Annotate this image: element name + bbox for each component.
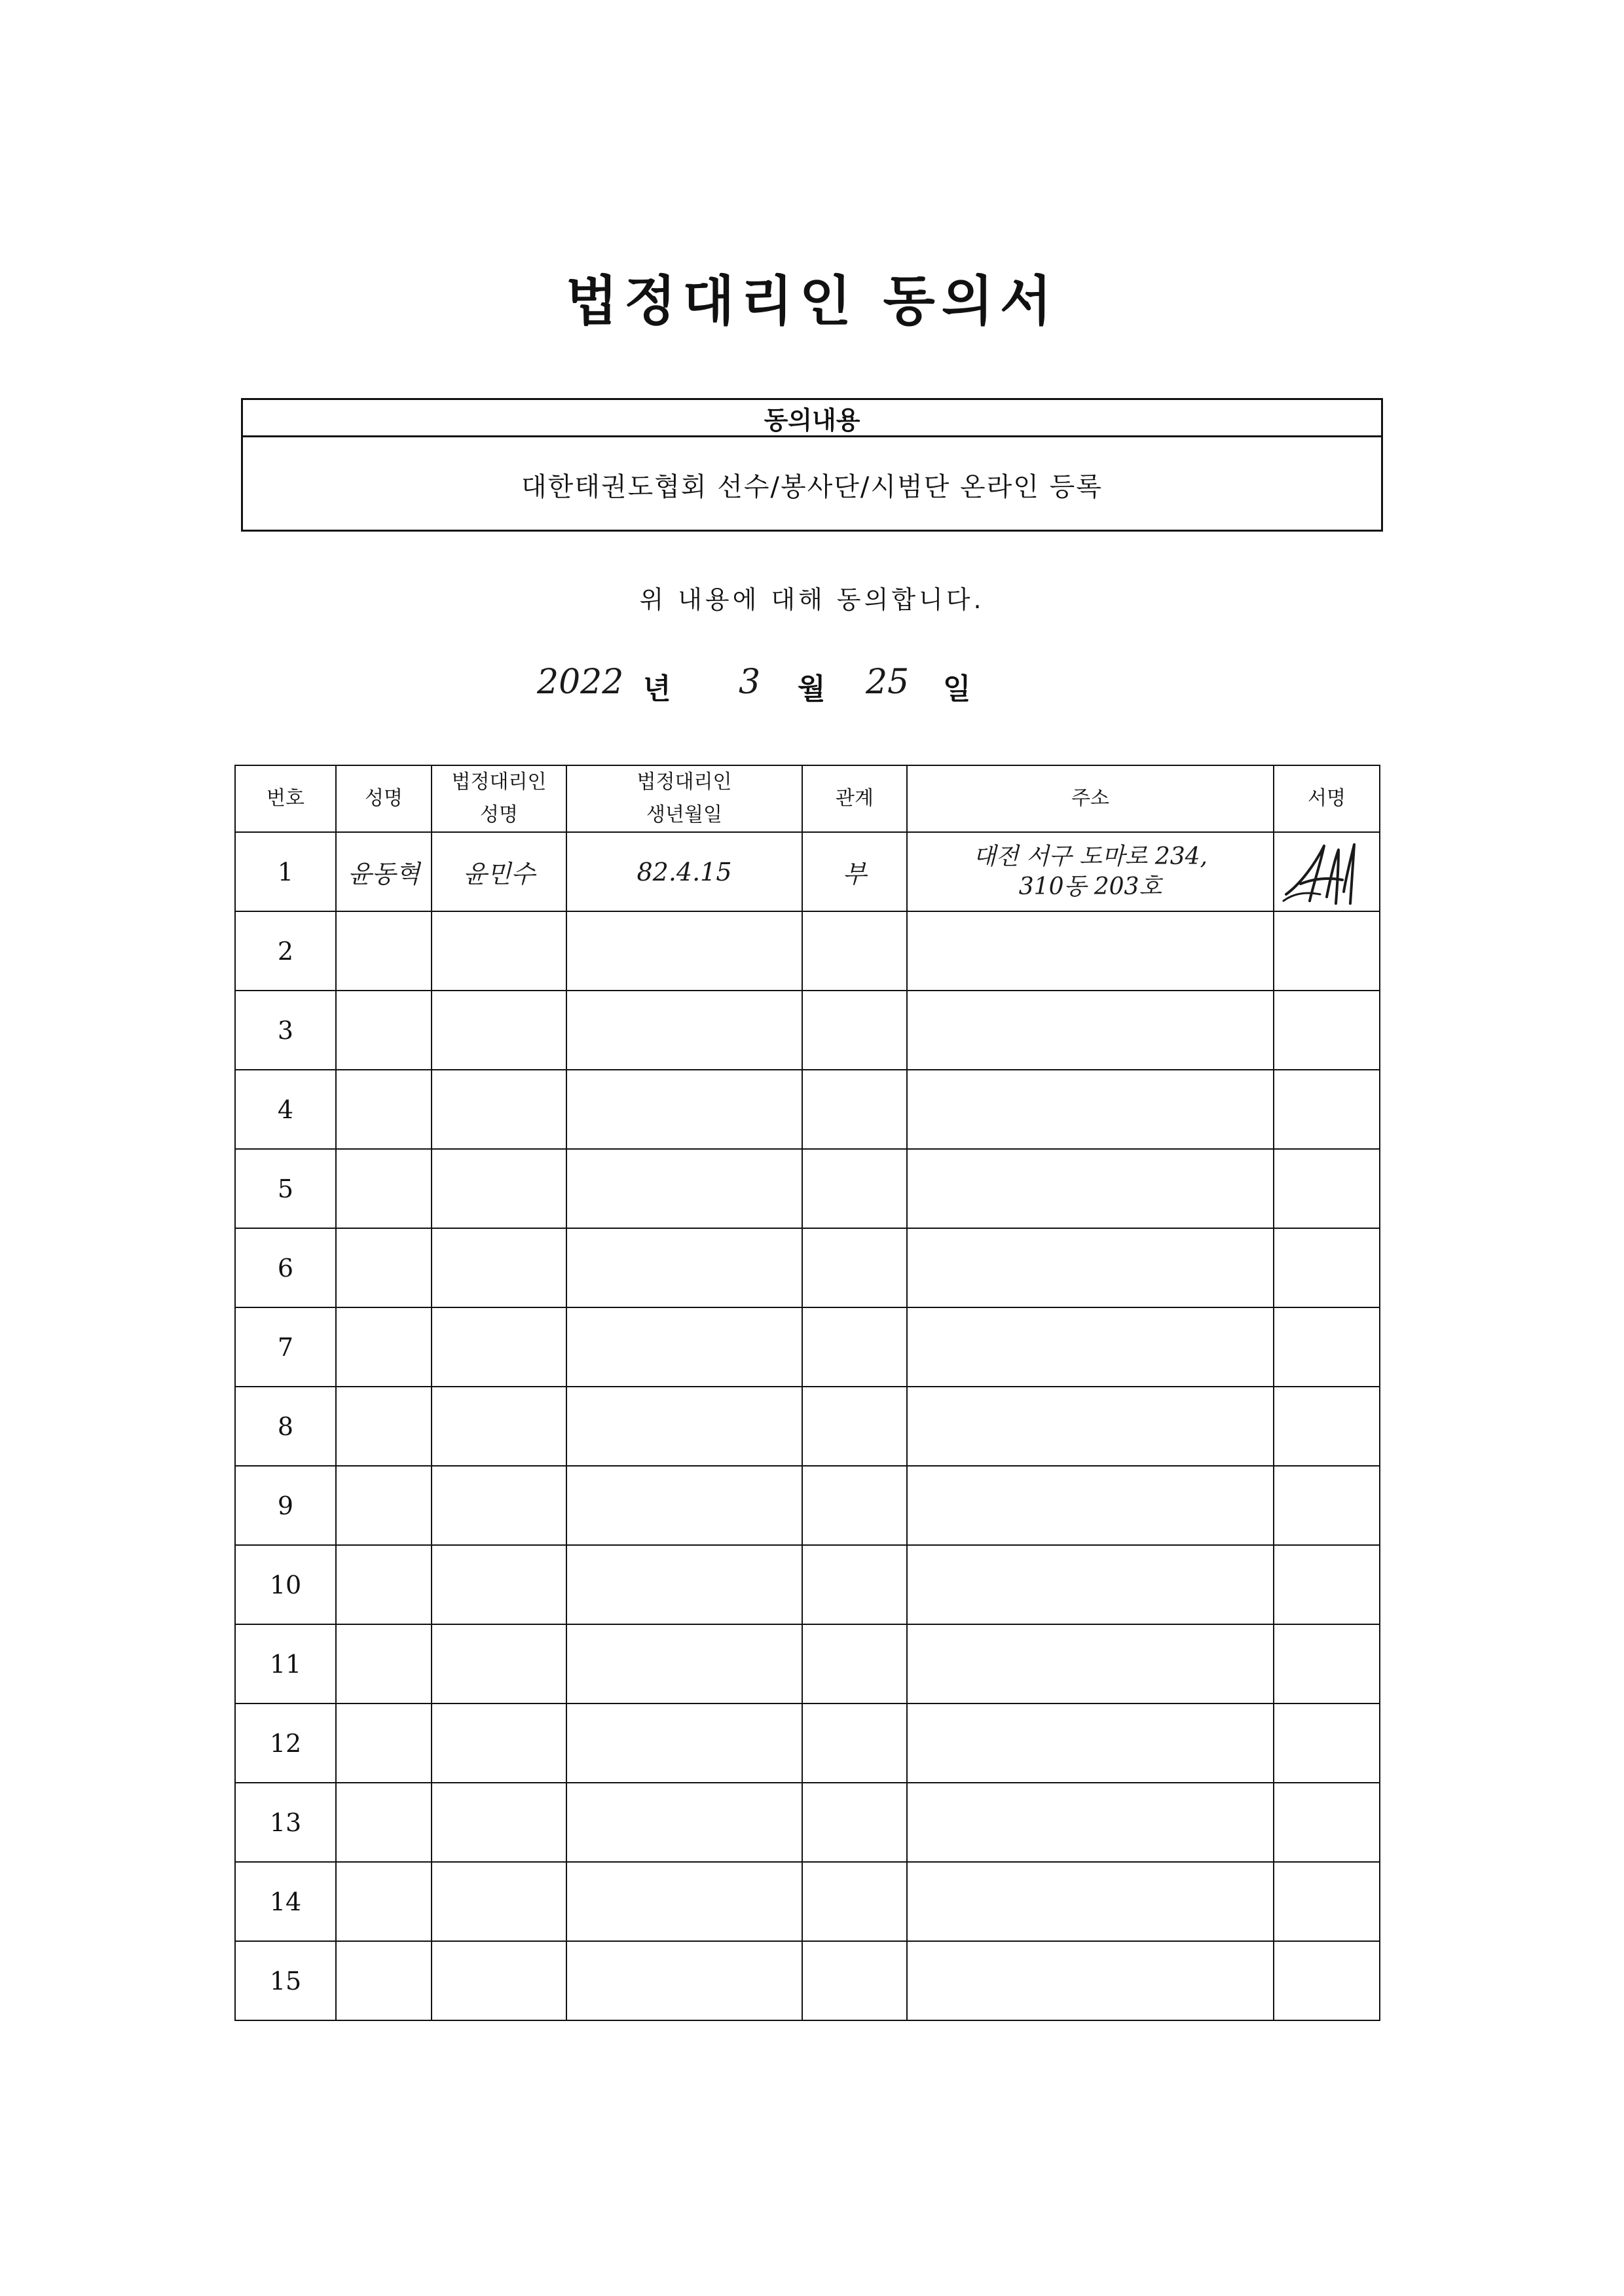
student-name-field[interactable] xyxy=(336,991,432,1070)
guardian-dob-field[interactable] xyxy=(566,1783,802,1862)
signature-field[interactable] xyxy=(1274,1466,1380,1545)
guardian-name-field[interactable] xyxy=(432,1228,566,1307)
table-row xyxy=(235,1466,1380,1545)
table-row xyxy=(235,832,1380,911)
guardian-name-field[interactable] xyxy=(432,911,566,991)
header-address: 주소 xyxy=(907,765,1274,832)
table-row xyxy=(235,1783,1380,1862)
student-name-field[interactable] xyxy=(336,1228,432,1307)
header-guardian-name-line2: 성명 xyxy=(480,803,518,826)
table-row xyxy=(235,1228,1380,1307)
relation-field[interactable] xyxy=(802,1307,907,1387)
row-number: 4 xyxy=(235,1070,336,1149)
address-field[interactable] xyxy=(907,1070,1274,1149)
guardian-name-field[interactable] xyxy=(432,1624,566,1704)
relation-field[interactable] xyxy=(802,1228,907,1307)
table-row xyxy=(235,991,1380,1070)
consent-body: 대한태권도협회 선수/봉사단/시범단 온라인 등록 xyxy=(521,471,1103,502)
address-field[interactable] xyxy=(907,1704,1274,1783)
guardian-dob-field[interactable] xyxy=(566,1307,802,1387)
row-number: 7 xyxy=(235,1307,336,1387)
row-number: 6 xyxy=(235,1228,336,1307)
guardian-dob-field[interactable] xyxy=(566,1070,802,1149)
address-field[interactable] xyxy=(907,1941,1274,2020)
relation-field[interactable] xyxy=(802,1624,907,1704)
student-name-field[interactable] xyxy=(336,1149,432,1228)
address-field[interactable] xyxy=(907,1149,1274,1228)
relation-field[interactable] xyxy=(802,1070,907,1149)
header-guardian-dob xyxy=(566,765,802,832)
guardian-dob-field[interactable] xyxy=(566,1545,802,1624)
date-month-unit: 월 xyxy=(798,672,826,706)
student-name-field[interactable] xyxy=(336,1862,432,1941)
signature-field[interactable] xyxy=(1274,1941,1380,2020)
guardian-name-field[interactable] xyxy=(432,1941,566,2020)
guardian-name-field[interactable] xyxy=(432,1307,566,1387)
relation-field[interactable] xyxy=(802,1545,907,1624)
signature-field[interactable] xyxy=(1274,911,1380,991)
guardian-dob-field[interactable] xyxy=(566,1228,802,1307)
address-field[interactable] xyxy=(907,1862,1274,1941)
guardian-dob-field[interactable] xyxy=(566,1704,802,1783)
guardian-name-field[interactable] xyxy=(432,1387,566,1466)
guardian-name-field[interactable] xyxy=(432,991,566,1070)
relation: 부 xyxy=(802,832,907,911)
student-name-field[interactable] xyxy=(336,1545,432,1624)
header-guardian-dob-line1: 법정대리인 xyxy=(637,771,732,793)
student-name-field[interactable] xyxy=(336,1387,432,1466)
student-name-field[interactable] xyxy=(336,1783,432,1862)
table-row xyxy=(235,911,1380,991)
signature-cell xyxy=(1274,832,1380,911)
date-year-unit: 년 xyxy=(643,672,671,706)
guardian-roster-table xyxy=(234,765,1380,2021)
student-name-field[interactable] xyxy=(336,1466,432,1545)
guardian-dob-field[interactable] xyxy=(566,1149,802,1228)
guardian-name-field[interactable] xyxy=(432,1783,566,1862)
guardian-name-field[interactable] xyxy=(432,1466,566,1545)
row-number: 8 xyxy=(235,1387,336,1466)
row-number: 13 xyxy=(235,1783,336,1862)
table-row xyxy=(235,1624,1380,1704)
guardian-name-field[interactable] xyxy=(432,1545,566,1624)
relation-field[interactable] xyxy=(802,1149,907,1228)
address-field[interactable] xyxy=(907,1624,1274,1704)
row-number: 15 xyxy=(235,1941,336,2020)
signature-field[interactable] xyxy=(1274,1704,1380,1783)
row-number: 3 xyxy=(235,991,336,1070)
guardian-dob-field[interactable] xyxy=(566,1624,802,1704)
relation-field[interactable] xyxy=(802,1941,907,2020)
student-name-field[interactable] xyxy=(336,1704,432,1783)
guardian-dob-field[interactable] xyxy=(566,1941,802,2020)
relation-field[interactable] xyxy=(802,1387,907,1466)
guardian-name-field[interactable] xyxy=(432,1149,566,1228)
address-field[interactable] xyxy=(907,911,1274,991)
signature-field[interactable] xyxy=(1274,1862,1380,1941)
row-number: 2 xyxy=(235,911,336,991)
row-number: 12 xyxy=(235,1704,336,1783)
row-number: 9 xyxy=(235,1466,336,1545)
student-name: 윤동혁 xyxy=(336,832,432,911)
signature-field[interactable] xyxy=(1274,1545,1380,1624)
address-field[interactable] xyxy=(907,1466,1274,1545)
header-relation: 관계 xyxy=(802,765,907,832)
table-body xyxy=(235,832,1380,2020)
table-row xyxy=(235,1149,1380,1228)
signature-field[interactable] xyxy=(1274,1149,1380,1228)
signature-field[interactable] xyxy=(1274,1783,1380,1862)
header-guardian-name-line1: 법정대리인 xyxy=(451,771,547,793)
address-field[interactable] xyxy=(907,1545,1274,1624)
table-header-row xyxy=(235,765,1380,832)
table-row xyxy=(235,1070,1380,1149)
guardian-name: 윤민수 xyxy=(432,832,566,911)
header-signature: 서명 xyxy=(1274,765,1380,832)
address-field[interactable] xyxy=(907,1387,1274,1466)
date-line xyxy=(0,661,1624,707)
header-guardian-dob-line2: 생년월일 xyxy=(646,803,722,826)
table-row xyxy=(235,1862,1380,1941)
signature-field[interactable] xyxy=(1274,1624,1380,1704)
guardian-name-field[interactable] xyxy=(432,1862,566,1941)
table-row xyxy=(235,1387,1380,1466)
signature-field[interactable] xyxy=(1274,1387,1380,1466)
date-month-handwritten: 3 xyxy=(739,663,761,702)
address-field[interactable] xyxy=(907,1228,1274,1307)
guardian-dob-field[interactable] xyxy=(566,1466,802,1545)
address-line1: 대전 서구 도마로 234, xyxy=(973,843,1208,870)
relation-field[interactable] xyxy=(802,911,907,991)
header-guardian-name xyxy=(432,765,566,832)
date-day-unit: 일 xyxy=(943,672,971,706)
student-name-field[interactable] xyxy=(336,1624,432,1704)
student-name-field[interactable] xyxy=(336,1941,432,2020)
signature-field[interactable] xyxy=(1274,1228,1380,1307)
address-line2: 310동 203호 xyxy=(1018,873,1162,900)
address-field[interactable] xyxy=(907,1307,1274,1387)
table-row xyxy=(235,1307,1380,1387)
address-field[interactable] xyxy=(907,1783,1274,1862)
row-number: 14 xyxy=(235,1862,336,1941)
date-year-handwritten: 2022 xyxy=(537,663,624,702)
consent-header: 동의내용 xyxy=(243,400,1381,437)
signature-field[interactable] xyxy=(1274,1307,1380,1387)
date-day-handwritten: 25 xyxy=(866,663,910,702)
table-row xyxy=(235,1545,1380,1624)
consent-box xyxy=(241,398,1383,532)
row-number: 11 xyxy=(235,1624,336,1704)
relation-field[interactable] xyxy=(802,1704,907,1783)
relation-field[interactable] xyxy=(802,1862,907,1941)
agree-statement: 위 내용에 대해 동의합니다. xyxy=(639,585,985,614)
document-title: 법정대리인 동의서 xyxy=(565,270,1059,333)
student-name-field[interactable] xyxy=(336,1307,432,1387)
table-row xyxy=(235,1941,1380,2020)
relation-field[interactable] xyxy=(802,1783,907,1862)
guardian-dob-field[interactable] xyxy=(566,911,802,991)
guardian-name-field[interactable] xyxy=(432,1704,566,1783)
guardian-dob: 82.4.15 xyxy=(566,832,802,911)
relation-field[interactable] xyxy=(802,991,907,1070)
handwritten-signature xyxy=(1281,838,1373,906)
relation-field[interactable] xyxy=(802,1466,907,1545)
student-name-field[interactable] xyxy=(336,911,432,991)
address-field[interactable] xyxy=(907,991,1274,1070)
address xyxy=(907,832,1274,911)
table-row xyxy=(235,1704,1380,1783)
guardian-dob-field[interactable] xyxy=(566,1862,802,1941)
header-name: 성명 xyxy=(336,765,432,832)
row-number: 1 xyxy=(235,832,336,911)
signature-field[interactable] xyxy=(1274,1070,1380,1149)
row-number: 10 xyxy=(235,1545,336,1624)
row-number: 5 xyxy=(235,1149,336,1228)
signature-field[interactable] xyxy=(1274,991,1380,1070)
guardian-name-field[interactable] xyxy=(432,1070,566,1149)
header-no: 번호 xyxy=(235,765,336,832)
guardian-dob-field[interactable] xyxy=(566,991,802,1070)
guardian-dob-field[interactable] xyxy=(566,1387,802,1466)
student-name-field[interactable] xyxy=(336,1070,432,1149)
